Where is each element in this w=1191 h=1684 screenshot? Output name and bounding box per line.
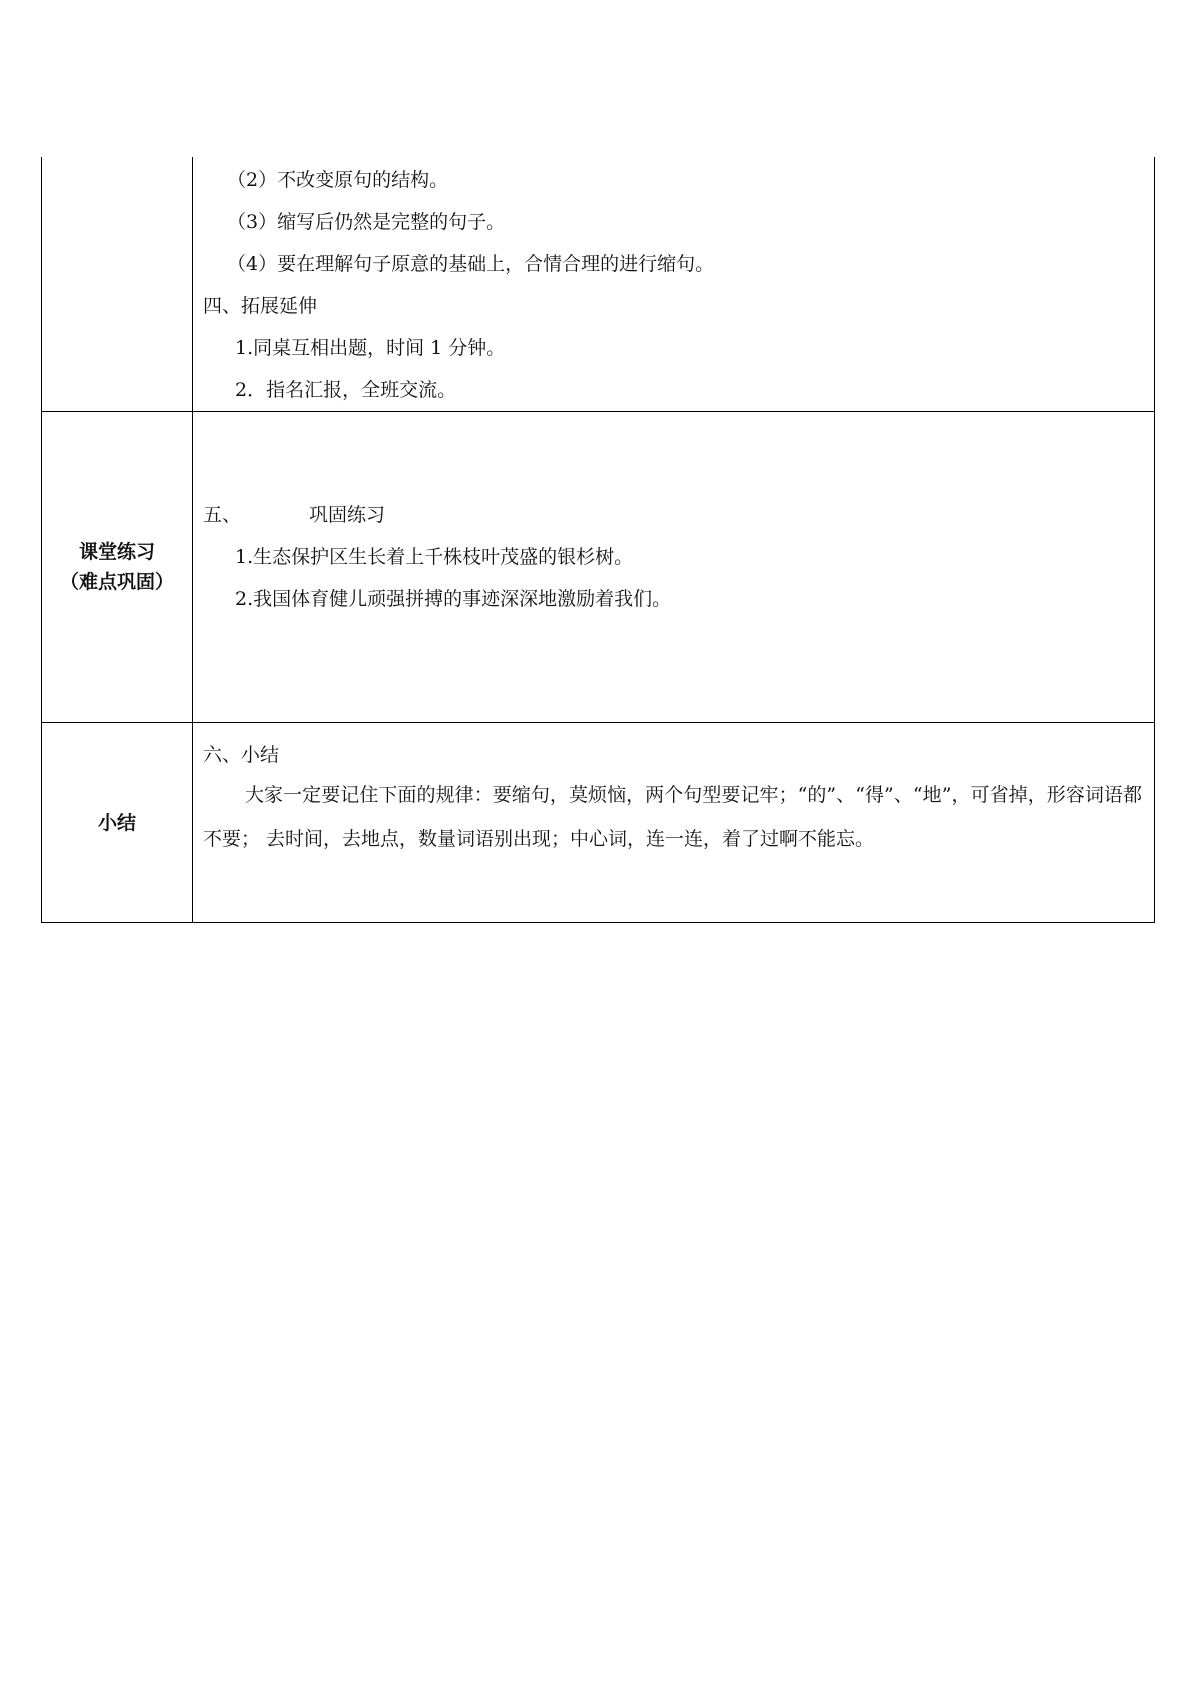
- heading-number: 五、: [203, 504, 242, 526]
- table-row: [42, 723, 1155, 923]
- summary-paragraph: 大家一定要记住下面的规律：要缩句，莫烦恼，两个句型要记牢；“的”、“得”、“地”，可省掉，形容词语都不要； 去时间，去地点，数量词语别出现；中心词，连一连，着了过啊不能忘。: [203, 784, 1142, 850]
- table-row: [42, 157, 1155, 412]
- text-line: （3）缩写后仍然是完整的句子。: [227, 211, 506, 233]
- text-line: （2）不改变原句的结构。: [227, 169, 449, 191]
- label-line: （难点巩固）: [59, 571, 174, 593]
- section-heading: [193, 494, 1154, 536]
- row-label-empty: [42, 157, 193, 412]
- exercise-line: 2.我国体育健儿顽强拼搏的事迹深深地激励着我们。: [235, 588, 672, 610]
- row-label: [42, 723, 193, 923]
- exercise-line: 1.生态保护区生长着上千株枝叶茂盛的银杉树。: [235, 546, 634, 568]
- row-content: [193, 157, 1155, 412]
- label-line: 小结: [97, 811, 136, 834]
- section-heading: 六、小结: [203, 744, 280, 766]
- text-line: 2．指名汇报，全班交流。: [235, 379, 457, 401]
- text-line: 1.同桌互相出题，时间 1 分钟。: [235, 337, 506, 359]
- heading-text: 巩固练习: [309, 504, 386, 526]
- table-row: [42, 412, 1155, 723]
- row-label: [42, 412, 193, 723]
- lesson-plan-table: [41, 157, 1155, 923]
- row-content: [193, 412, 1155, 723]
- section-heading: 四、拓展延伸: [203, 295, 318, 317]
- text-line: （4）要在理解句子原意的基础上，合情合理的进行缩句。: [227, 253, 715, 275]
- row-content: [193, 723, 1155, 923]
- label-line: 课堂练习: [78, 541, 155, 563]
